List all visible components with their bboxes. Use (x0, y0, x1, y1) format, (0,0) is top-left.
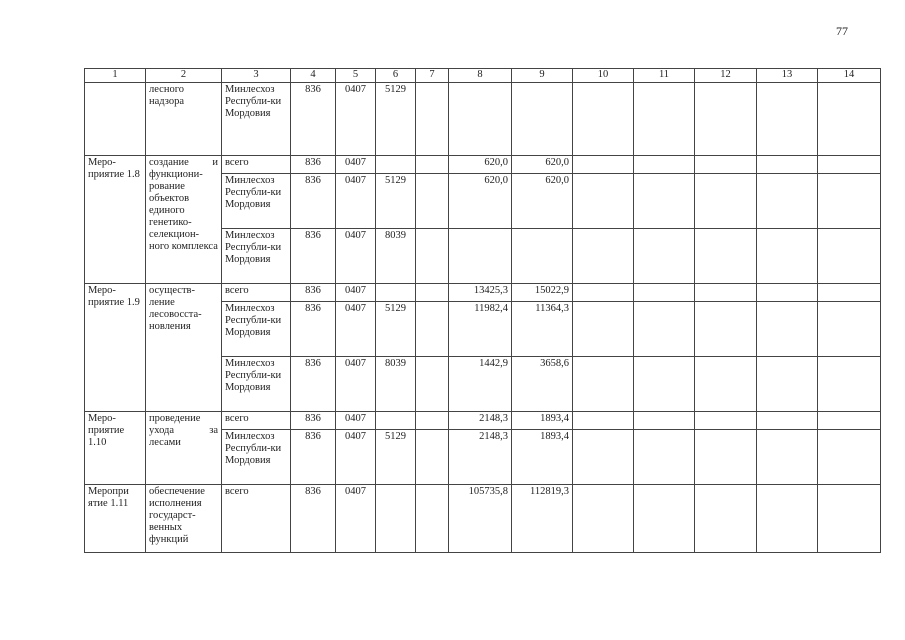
code-cell: 836 (291, 357, 336, 412)
empty-cell (695, 485, 757, 553)
code-cell: 8039 (376, 357, 416, 412)
description-cell: лесного надзора (146, 83, 222, 156)
header-cell: 14 (818, 69, 881, 83)
code-cell (376, 156, 416, 174)
empty-cell (634, 83, 695, 156)
code-cell (416, 229, 449, 284)
code-cell: 5129 (376, 430, 416, 485)
amount-cell: 105735,8 (449, 485, 512, 553)
code-cell: 0407 (336, 302, 376, 357)
event-cell: Меро-приятие 1.10 (85, 412, 146, 485)
empty-cell (634, 229, 695, 284)
amount-cell: 11982,4 (449, 302, 512, 357)
code-cell: 836 (291, 284, 336, 302)
empty-cell (573, 357, 634, 412)
empty-cell (573, 174, 634, 229)
executor-cell: всего (222, 485, 291, 553)
empty-cell (573, 229, 634, 284)
code-cell (416, 430, 449, 485)
code-cell: 0407 (336, 174, 376, 229)
code-cell: 0407 (336, 156, 376, 174)
code-cell: 0407 (336, 430, 376, 485)
code-cell (416, 485, 449, 553)
code-cell: 0407 (336, 412, 376, 430)
executor-cell: Минлесхоз Республи-ки Мордовия (222, 357, 291, 412)
executor-cell: Минлесхоз Республи-ки Мордовия (222, 83, 291, 156)
code-cell: 836 (291, 302, 336, 357)
code-cell: 5129 (376, 174, 416, 229)
amount-cell: 1442,9 (449, 357, 512, 412)
amount-cell: 1893,4 (512, 412, 573, 430)
event-cell: Меропри ятие 1.11 (85, 485, 146, 553)
amount-cell: 620,0 (512, 156, 573, 174)
amount-cell: 620,0 (449, 174, 512, 229)
header-cell: 13 (757, 69, 818, 83)
header-cell: 1 (85, 69, 146, 83)
description-cell: создание и функциони-рование объектов единого генетико-селекцион-ного комплекса (146, 156, 222, 284)
empty-cell (818, 302, 881, 357)
empty-cell (757, 284, 818, 302)
code-cell: 836 (291, 485, 336, 553)
header-cell: 4 (291, 69, 336, 83)
code-cell (416, 156, 449, 174)
empty-cell (634, 156, 695, 174)
empty-cell (695, 229, 757, 284)
empty-cell (757, 430, 818, 485)
amount-cell: 2148,3 (449, 430, 512, 485)
empty-cell (573, 284, 634, 302)
empty-cell (695, 284, 757, 302)
amount-cell: 15022,9 (512, 284, 573, 302)
empty-cell (757, 302, 818, 357)
table-row (85, 83, 881, 156)
code-cell: 836 (291, 430, 336, 485)
empty-cell (757, 156, 818, 174)
table-row (85, 284, 881, 302)
header-cell: 3 (222, 69, 291, 83)
code-cell: 836 (291, 412, 336, 430)
code-cell (416, 284, 449, 302)
executor-cell: всего (222, 412, 291, 430)
table-row (85, 156, 881, 174)
empty-cell (818, 284, 881, 302)
empty-cell (818, 412, 881, 430)
amount-cell (449, 83, 512, 156)
description-cell: осуществ-ление лесовосста-новления (146, 284, 222, 412)
amount-cell (449, 229, 512, 284)
empty-cell (573, 83, 634, 156)
code-cell: 836 (291, 156, 336, 174)
amount-cell: 11364,3 (512, 302, 573, 357)
header-row (85, 69, 881, 83)
event-cell (85, 83, 146, 156)
budget-table (84, 68, 881, 553)
code-cell (416, 83, 449, 156)
empty-cell (818, 357, 881, 412)
code-cell (416, 174, 449, 229)
empty-cell (695, 156, 757, 174)
event-cell: Меро-приятие 1.9 (85, 284, 146, 412)
executor-cell: Минлесхоз Республи-ки Мордовия (222, 229, 291, 284)
empty-cell (695, 430, 757, 485)
code-cell (416, 302, 449, 357)
empty-cell (818, 83, 881, 156)
empty-cell (634, 485, 695, 553)
empty-cell (757, 83, 818, 156)
empty-cell (757, 357, 818, 412)
description-cell: проведение ухода за лесами (146, 412, 222, 485)
code-cell (376, 485, 416, 553)
code-cell: 8039 (376, 229, 416, 284)
empty-cell (573, 412, 634, 430)
amount-cell: 1893,4 (512, 430, 573, 485)
amount-cell: 620,0 (512, 174, 573, 229)
empty-cell (634, 412, 695, 430)
empty-cell (757, 485, 818, 553)
header-cell: 8 (449, 69, 512, 83)
header-cell: 10 (573, 69, 634, 83)
empty-cell (818, 156, 881, 174)
empty-cell (634, 302, 695, 357)
header-cell: 6 (376, 69, 416, 83)
table-row (85, 412, 881, 430)
amount-cell: 620,0 (449, 156, 512, 174)
empty-cell (634, 357, 695, 412)
header-cell: 5 (336, 69, 376, 83)
code-cell: 0407 (336, 229, 376, 284)
empty-cell (757, 174, 818, 229)
executor-cell: Минлесхоз Республи-ки Мордовия (222, 302, 291, 357)
empty-cell (818, 485, 881, 553)
amount-cell (512, 229, 573, 284)
empty-cell (818, 229, 881, 284)
empty-cell (695, 83, 757, 156)
code-cell (416, 357, 449, 412)
empty-cell (695, 302, 757, 357)
page-number: 77 (836, 24, 848, 38)
empty-cell (757, 412, 818, 430)
code-cell: 0407 (336, 357, 376, 412)
description-cell: обеспечение исполнения государст-венных функций (146, 485, 222, 553)
executor-cell: Минлесхоз Республи-ки Мордовия (222, 430, 291, 485)
code-cell: 0407 (336, 284, 376, 302)
empty-cell (573, 430, 634, 485)
empty-cell (818, 174, 881, 229)
empty-cell (573, 156, 634, 174)
empty-cell (695, 357, 757, 412)
code-cell: 0407 (336, 485, 376, 553)
empty-cell (695, 412, 757, 430)
empty-cell (573, 302, 634, 357)
header-cell: 7 (416, 69, 449, 83)
empty-cell (573, 485, 634, 553)
code-cell: 836 (291, 83, 336, 156)
code-cell: 5129 (376, 83, 416, 156)
code-cell: 5129 (376, 302, 416, 357)
code-cell (376, 284, 416, 302)
event-cell: Меро-приятие 1.8 (85, 156, 146, 284)
empty-cell (695, 174, 757, 229)
executor-cell: Минлесхоз Республи-ки Мордовия (222, 174, 291, 229)
code-cell (416, 412, 449, 430)
code-cell (376, 412, 416, 430)
empty-cell (634, 174, 695, 229)
header-cell: 12 (695, 69, 757, 83)
code-cell: 836 (291, 174, 336, 229)
amount-cell: 13425,3 (449, 284, 512, 302)
empty-cell (757, 229, 818, 284)
empty-cell (818, 430, 881, 485)
executor-cell: всего (222, 156, 291, 174)
empty-cell (634, 430, 695, 485)
header-cell: 2 (146, 69, 222, 83)
amount-cell (512, 83, 573, 156)
table-row (85, 485, 881, 553)
empty-cell (634, 284, 695, 302)
header-cell: 11 (634, 69, 695, 83)
amount-cell: 3658,6 (512, 357, 573, 412)
code-cell: 836 (291, 229, 336, 284)
header-cell: 9 (512, 69, 573, 83)
amount-cell: 112819,3 (512, 485, 573, 553)
code-cell: 0407 (336, 83, 376, 156)
executor-cell: всего (222, 284, 291, 302)
amount-cell: 2148,3 (449, 412, 512, 430)
